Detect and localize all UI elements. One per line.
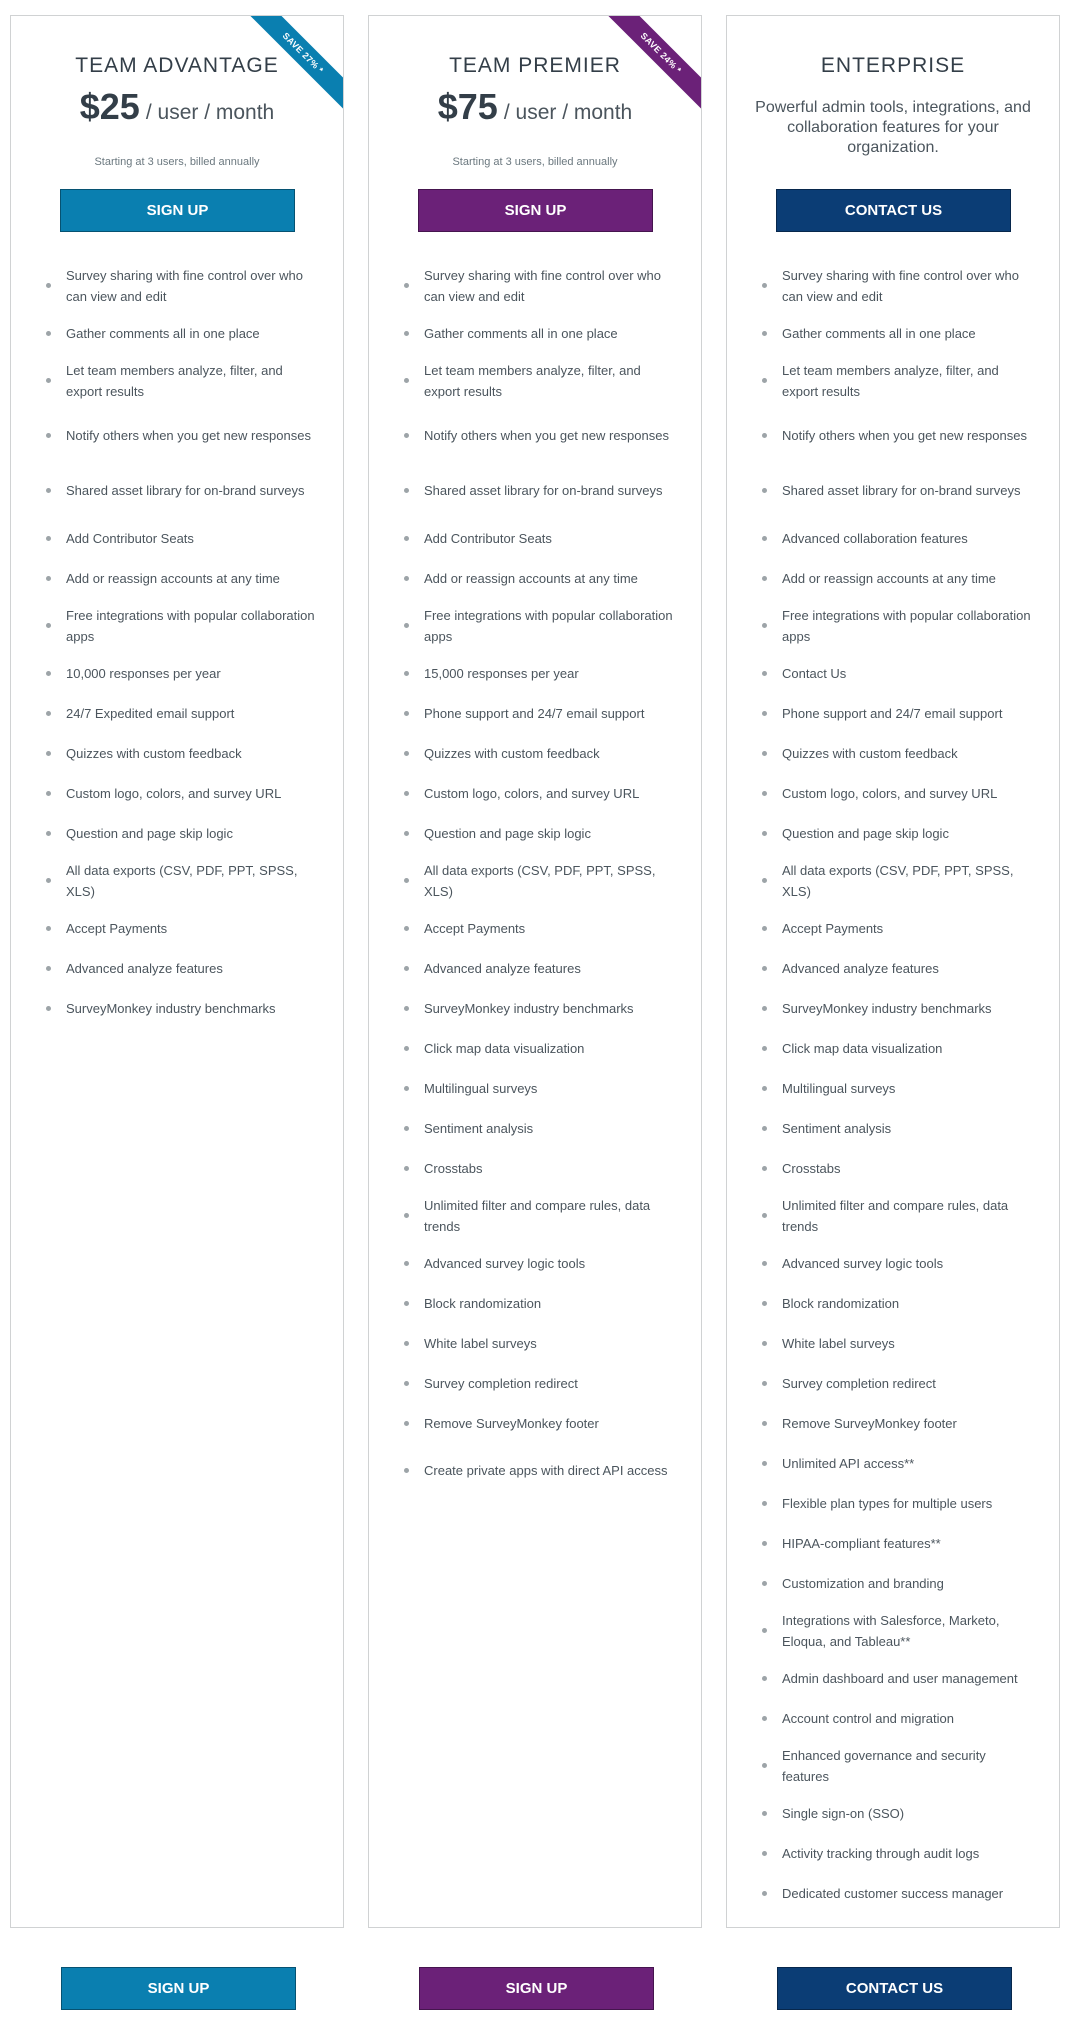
feature-item — [369, 353, 701, 408]
bullet-icon — [404, 1046, 409, 1051]
bullet-icon — [46, 831, 51, 836]
feature-item — [11, 353, 343, 408]
bullet-icon — [404, 1086, 409, 1091]
feature-label: Phone support and 24/7 email support — [782, 705, 1003, 721]
bullet-icon — [46, 433, 51, 438]
feature-item — [727, 1108, 1059, 1148]
feature-item — [369, 1323, 701, 1363]
savings-ribbon-label: SAVE 24% * — [604, 16, 701, 110]
bullet-icon — [762, 1716, 767, 1721]
bullet-icon — [404, 671, 409, 676]
bullet-icon — [762, 1421, 767, 1426]
feature-item — [727, 1873, 1059, 1913]
feature-list — [727, 258, 1059, 1913]
feature-item — [369, 1148, 701, 1188]
bullet-icon — [404, 1421, 409, 1426]
feature-label: Shared asset library for on-brand surveys — [782, 483, 1021, 498]
bullet-icon — [46, 966, 51, 971]
bullet-icon — [46, 791, 51, 796]
feature-label: Add or reassign accounts at any time — [424, 570, 638, 586]
feature-item — [369, 1028, 701, 1068]
bullet-icon — [46, 878, 51, 883]
feature-label: Survey completion redirect — [424, 1375, 578, 1391]
feature-item — [727, 313, 1059, 353]
bullet-icon — [762, 1213, 767, 1218]
feature-list — [11, 258, 343, 1028]
feature-item — [727, 908, 1059, 948]
feature-label: SurveyMonkey industry benchmarks — [782, 1000, 992, 1016]
feature-item — [369, 948, 701, 988]
feature-label: SurveyMonkey industry benchmarks — [66, 1000, 276, 1016]
feature-item — [727, 1603, 1059, 1658]
feature-label: Activity tracking through audit logs — [782, 1845, 980, 1861]
bullet-icon — [762, 1628, 767, 1633]
feature-label: Multilingual surveys — [424, 1080, 538, 1096]
feature-label: Advanced analyze features — [424, 960, 581, 976]
bullet-icon — [404, 1301, 409, 1306]
feature-label: Click map data visualization — [424, 1040, 585, 1056]
feature-item — [11, 258, 343, 313]
feature-label: All data exports (CSV, PDF, PPT, SPSS, XLS) — [66, 862, 298, 899]
bullet-icon — [762, 623, 767, 628]
feature-item — [727, 1068, 1059, 1108]
feature-label: White label surveys — [782, 1335, 895, 1351]
feature-label: Custom logo, colors, and survey URL — [66, 785, 282, 801]
feature-label: Survey sharing with fine control over who can view and edit — [782, 267, 1020, 304]
feature-item — [727, 988, 1059, 1028]
feature-item — [11, 518, 343, 558]
feature-item — [11, 733, 343, 773]
feature-label: Advanced collaboration features — [782, 530, 968, 546]
bullet-icon — [404, 751, 409, 756]
feature-label: White label surveys — [424, 1335, 537, 1351]
feature-label: Add or reassign accounts at any time — [782, 570, 996, 586]
bullet-icon — [404, 283, 409, 288]
sign-up-button[interactable]: SIGN UP — [418, 189, 653, 232]
savings-ribbon-label: SAVE 27% * — [246, 16, 343, 110]
bullet-icon — [762, 488, 767, 493]
feature-label: Free integrations with popular collaboration apps — [424, 607, 673, 644]
feature-item — [369, 693, 701, 733]
billing-note: Starting at 3 users, billed annually — [94, 156, 260, 168]
feature-label: Add Contributor Seats — [66, 530, 194, 546]
feature-item — [11, 463, 343, 518]
feature-item — [11, 408, 343, 463]
feature-label: Dedicated customer success manager — [782, 1885, 1004, 1901]
feature-item — [727, 1738, 1059, 1793]
bullet-icon — [404, 536, 409, 541]
bullet-icon — [762, 1261, 767, 1266]
bullet-icon — [762, 1341, 767, 1346]
bullet-icon — [404, 576, 409, 581]
bullet-icon — [404, 1381, 409, 1386]
plan-card-team-premier — [368, 15, 702, 1928]
feature-label: Survey completion redirect — [782, 1375, 936, 1391]
feature-item — [369, 813, 701, 853]
feature-item — [11, 908, 343, 948]
bullet-icon — [762, 1126, 767, 1131]
bullet-icon — [762, 1501, 767, 1506]
feature-label: Advanced survey logic tools — [782, 1255, 944, 1271]
bullet-icon — [46, 671, 51, 676]
bullet-icon — [404, 1213, 409, 1218]
bullet-icon — [762, 1851, 767, 1856]
feature-list — [369, 258, 701, 1498]
feature-label: Crosstabs — [424, 1160, 483, 1176]
feature-label: Accept Payments — [782, 920, 884, 936]
plan-card-enterprise — [726, 15, 1060, 1928]
bullet-icon — [762, 966, 767, 971]
feature-item — [369, 1283, 701, 1323]
feature-label: Customization and branding — [782, 1575, 944, 1591]
feature-label: Free integrations with popular collaboration apps — [782, 607, 1031, 644]
bullet-icon — [404, 1468, 409, 1473]
plan-title: TEAM ADVANTAGE — [75, 54, 279, 77]
feature-item — [727, 1833, 1059, 1873]
bullet-icon — [404, 1166, 409, 1171]
feature-item — [727, 1443, 1059, 1483]
feature-label: Admin dashboard and user management — [782, 1670, 1018, 1686]
bottom-contact-us-button[interactable]: CONTACT US — [777, 1967, 1012, 2010]
price-amount: $25 — [79, 86, 140, 127]
bullet-icon — [46, 378, 51, 383]
feature-label: Gather comments all in one place — [66, 325, 260, 341]
feature-item — [369, 518, 701, 558]
feature-label: SurveyMonkey industry benchmarks — [424, 1000, 634, 1016]
feature-label: Custom logo, colors, and survey URL — [424, 785, 640, 801]
feature-label: Unlimited filter and compare rules, data trends — [782, 1197, 1009, 1234]
plan-title: TEAM PREMIER — [449, 54, 621, 77]
feature-item — [727, 733, 1059, 773]
bullet-icon — [46, 751, 51, 756]
feature-label: Advanced survey logic tools — [424, 1255, 586, 1271]
feature-item — [369, 733, 701, 773]
feature-item — [727, 408, 1059, 463]
feature-label: Notify others when you get new responses — [782, 428, 1027, 443]
feature-item — [727, 1793, 1059, 1833]
feature-item — [727, 558, 1059, 598]
bullet-icon — [404, 831, 409, 836]
feature-item — [727, 813, 1059, 853]
feature-item — [11, 693, 343, 733]
feature-item — [727, 773, 1059, 813]
feature-item — [369, 1188, 701, 1243]
bullet-icon — [46, 576, 51, 581]
feature-item — [369, 463, 701, 518]
feature-label: Remove SurveyMonkey footer — [782, 1415, 957, 1431]
feature-item — [727, 1283, 1059, 1323]
bullet-icon — [46, 711, 51, 716]
feature-label: Unlimited API access** — [782, 1455, 915, 1471]
price-amount: $75 — [437, 86, 498, 127]
bullet-icon — [46, 623, 51, 628]
feature-label: Custom logo, colors, and survey URL — [782, 785, 998, 801]
bullet-icon — [762, 711, 767, 716]
feature-label: Gather comments all in one place — [424, 325, 618, 341]
bullet-icon — [762, 1676, 767, 1681]
feature-label: Accept Payments — [424, 920, 526, 936]
feature-item — [727, 1188, 1059, 1243]
bullet-icon — [762, 1166, 767, 1171]
feature-item — [727, 518, 1059, 558]
feature-item — [369, 408, 701, 463]
feature-item — [11, 813, 343, 853]
bullet-icon — [762, 926, 767, 931]
bullet-icon — [762, 878, 767, 883]
plan-price — [369, 86, 701, 128]
bullet-icon — [46, 1006, 51, 1011]
feature-label: Single sign-on (SSO) — [782, 1805, 905, 1821]
feature-item — [727, 948, 1059, 988]
feature-item — [369, 1068, 701, 1108]
feature-label: Let team members analyze, filter, and export results — [782, 362, 999, 399]
bullet-icon — [762, 1461, 767, 1466]
bullet-icon — [762, 378, 767, 383]
feature-label: Quizzes with custom feedback — [782, 745, 958, 761]
bullet-icon — [762, 1541, 767, 1546]
feature-item — [727, 1523, 1059, 1563]
feature-item — [727, 463, 1059, 518]
feature-label: Let team members analyze, filter, and export results — [424, 362, 641, 399]
price-unit: / user / month — [145, 101, 275, 124]
feature-label: Notify others when you get new responses — [66, 428, 311, 443]
bullet-icon — [404, 791, 409, 796]
feature-item — [369, 908, 701, 948]
bullet-icon — [404, 331, 409, 336]
feature-label: Click map data visualization — [782, 1040, 943, 1056]
bullet-icon — [762, 1891, 767, 1896]
bullet-icon — [762, 671, 767, 676]
feature-item — [11, 773, 343, 813]
feature-item — [727, 1483, 1059, 1523]
feature-label: Block randomization — [782, 1295, 900, 1311]
feature-item — [11, 598, 343, 653]
bullet-icon — [46, 536, 51, 541]
bullet-icon — [762, 1811, 767, 1816]
feature-item — [727, 1243, 1059, 1283]
plan-card-team-advantage — [10, 15, 344, 1928]
feature-item — [369, 1363, 701, 1403]
bullet-icon — [762, 1086, 767, 1091]
feature-label: Flexible plan types for multiple users — [782, 1495, 993, 1511]
feature-item — [727, 1028, 1059, 1068]
bullet-icon — [404, 1261, 409, 1266]
feature-label: Survey sharing with fine control over who can view and edit — [66, 267, 304, 304]
feature-item — [369, 853, 701, 908]
bullet-icon — [404, 378, 409, 383]
feature-item — [369, 313, 701, 353]
feature-label: 15,000 responses per year — [424, 665, 579, 681]
feature-item — [727, 258, 1059, 313]
bottom-sign-up-button-advantage[interactable]: SIGN UP — [61, 1967, 296, 2010]
feature-item — [369, 988, 701, 1028]
feature-item — [727, 1698, 1059, 1738]
feature-label: 10,000 responses per year — [66, 665, 221, 681]
bullet-icon — [762, 831, 767, 836]
feature-label: Account control and migration — [782, 1710, 954, 1726]
bullet-icon — [404, 1006, 409, 1011]
feature-label: Add or reassign accounts at any time — [66, 570, 280, 586]
feature-item — [727, 353, 1059, 408]
feature-item — [369, 653, 701, 693]
bullet-icon — [762, 1046, 767, 1051]
feature-label: Add Contributor Seats — [424, 530, 552, 546]
feature-label: Enhanced governance and security features — [782, 1747, 986, 1784]
feature-label: Contact Us — [782, 665, 847, 681]
feature-label: Sentiment analysis — [424, 1120, 534, 1136]
feature-item — [11, 558, 343, 598]
bullet-icon — [762, 1581, 767, 1586]
feature-label: Quizzes with custom feedback — [66, 745, 242, 761]
feature-item — [11, 853, 343, 908]
feature-item — [11, 653, 343, 693]
feature-label: Quizzes with custom feedback — [424, 745, 600, 761]
bullet-icon — [404, 966, 409, 971]
feature-label: Unlimited filter and compare rules, data trends — [424, 1197, 651, 1234]
bullet-icon — [762, 751, 767, 756]
feature-label: Let team members analyze, filter, and export results — [66, 362, 283, 399]
bullet-icon — [404, 711, 409, 716]
feature-item — [727, 1403, 1059, 1443]
bottom-sign-up-button-premier[interactable]: SIGN UP — [419, 1967, 654, 2010]
feature-item — [727, 1658, 1059, 1698]
bullet-icon — [762, 433, 767, 438]
price-unit: / user / month — [503, 101, 633, 124]
bullet-icon — [46, 926, 51, 931]
bullet-icon — [404, 488, 409, 493]
bullet-icon — [404, 878, 409, 883]
feature-item — [369, 598, 701, 653]
sign-up-button[interactable]: SIGN UP — [60, 189, 295, 232]
bullet-icon — [762, 283, 767, 288]
feature-label: Free integrations with popular collaboration apps — [66, 607, 315, 644]
feature-item — [369, 258, 701, 313]
feature-label: Advanced analyze features — [782, 960, 939, 976]
plan-title: ENTERPRISE — [820, 54, 966, 77]
feature-label: Question and page skip logic — [66, 825, 233, 841]
feature-item — [369, 1403, 701, 1443]
feature-item — [369, 1243, 701, 1283]
feature-label: Notify others when you get new responses — [424, 428, 669, 443]
bullet-icon — [46, 331, 51, 336]
feature-item — [727, 1323, 1059, 1363]
bullet-icon — [762, 576, 767, 581]
feature-item — [369, 1108, 701, 1148]
bullet-icon — [46, 488, 51, 493]
feature-label: 24/7 Expedited email support — [66, 705, 235, 721]
bullet-icon — [762, 1301, 767, 1306]
feature-item — [369, 558, 701, 598]
feature-label: Create private apps with direct API access — [424, 1463, 668, 1478]
feature-label: Accept Payments — [66, 920, 168, 936]
feature-item — [11, 988, 343, 1028]
feature-item — [11, 313, 343, 353]
feature-label: Integrations with Salesforce, Marketo, Eloqua, and Tableau** — [782, 1612, 1000, 1649]
plan-price — [11, 86, 343, 128]
feature-label: All data exports (CSV, PDF, PPT, SPSS, XLS) — [782, 862, 1014, 899]
bullet-icon — [762, 536, 767, 541]
bullet-icon — [404, 1341, 409, 1346]
feature-item — [727, 1148, 1059, 1188]
feature-item — [369, 1443, 701, 1498]
feature-label: HIPAA-compliant features** — [782, 1535, 941, 1551]
feature-label: Question and page skip logic — [424, 825, 591, 841]
bullet-icon — [762, 1006, 767, 1011]
billing-note: Starting at 3 users, billed annually — [452, 156, 618, 168]
feature-label: Survey sharing with fine control over who can view and edit — [424, 267, 662, 304]
feature-label: Crosstabs — [782, 1160, 841, 1176]
bullet-icon — [404, 926, 409, 931]
feature-item — [727, 693, 1059, 733]
feature-item — [11, 948, 343, 988]
feature-label: Shared asset library for on-brand surveys — [424, 483, 663, 498]
bullet-icon — [762, 331, 767, 336]
contact-us-button[interactable]: CONTACT US — [776, 189, 1011, 232]
feature-item — [727, 598, 1059, 653]
bullet-icon — [46, 283, 51, 288]
feature-item — [727, 853, 1059, 908]
feature-label: Sentiment analysis — [782, 1120, 892, 1136]
bullet-icon — [404, 433, 409, 438]
feature-label: Question and page skip logic — [782, 825, 949, 841]
feature-label: Block randomization — [424, 1295, 542, 1311]
feature-label: Shared asset library for on-brand surveys — [66, 483, 305, 498]
feature-item — [727, 1563, 1059, 1603]
bullet-icon — [762, 791, 767, 796]
feature-item — [369, 773, 701, 813]
feature-item — [727, 653, 1059, 693]
feature-item — [727, 1363, 1059, 1403]
feature-label: Advanced analyze features — [66, 960, 223, 976]
feature-label: All data exports (CSV, PDF, PPT, SPSS, XLS) — [424, 862, 656, 899]
bullet-icon — [404, 1126, 409, 1131]
feature-label: Phone support and 24/7 email support — [424, 705, 645, 721]
plan-description: Powerful admin tools, integrations, and collaboration features for your organization. — [755, 99, 1031, 156]
bullet-icon — [762, 1763, 767, 1768]
feature-label: Multilingual surveys — [782, 1080, 896, 1096]
bullet-icon — [762, 1381, 767, 1386]
feature-label: Gather comments all in one place — [782, 325, 976, 341]
bullet-icon — [404, 623, 409, 628]
feature-label: Remove SurveyMonkey footer — [424, 1415, 599, 1431]
